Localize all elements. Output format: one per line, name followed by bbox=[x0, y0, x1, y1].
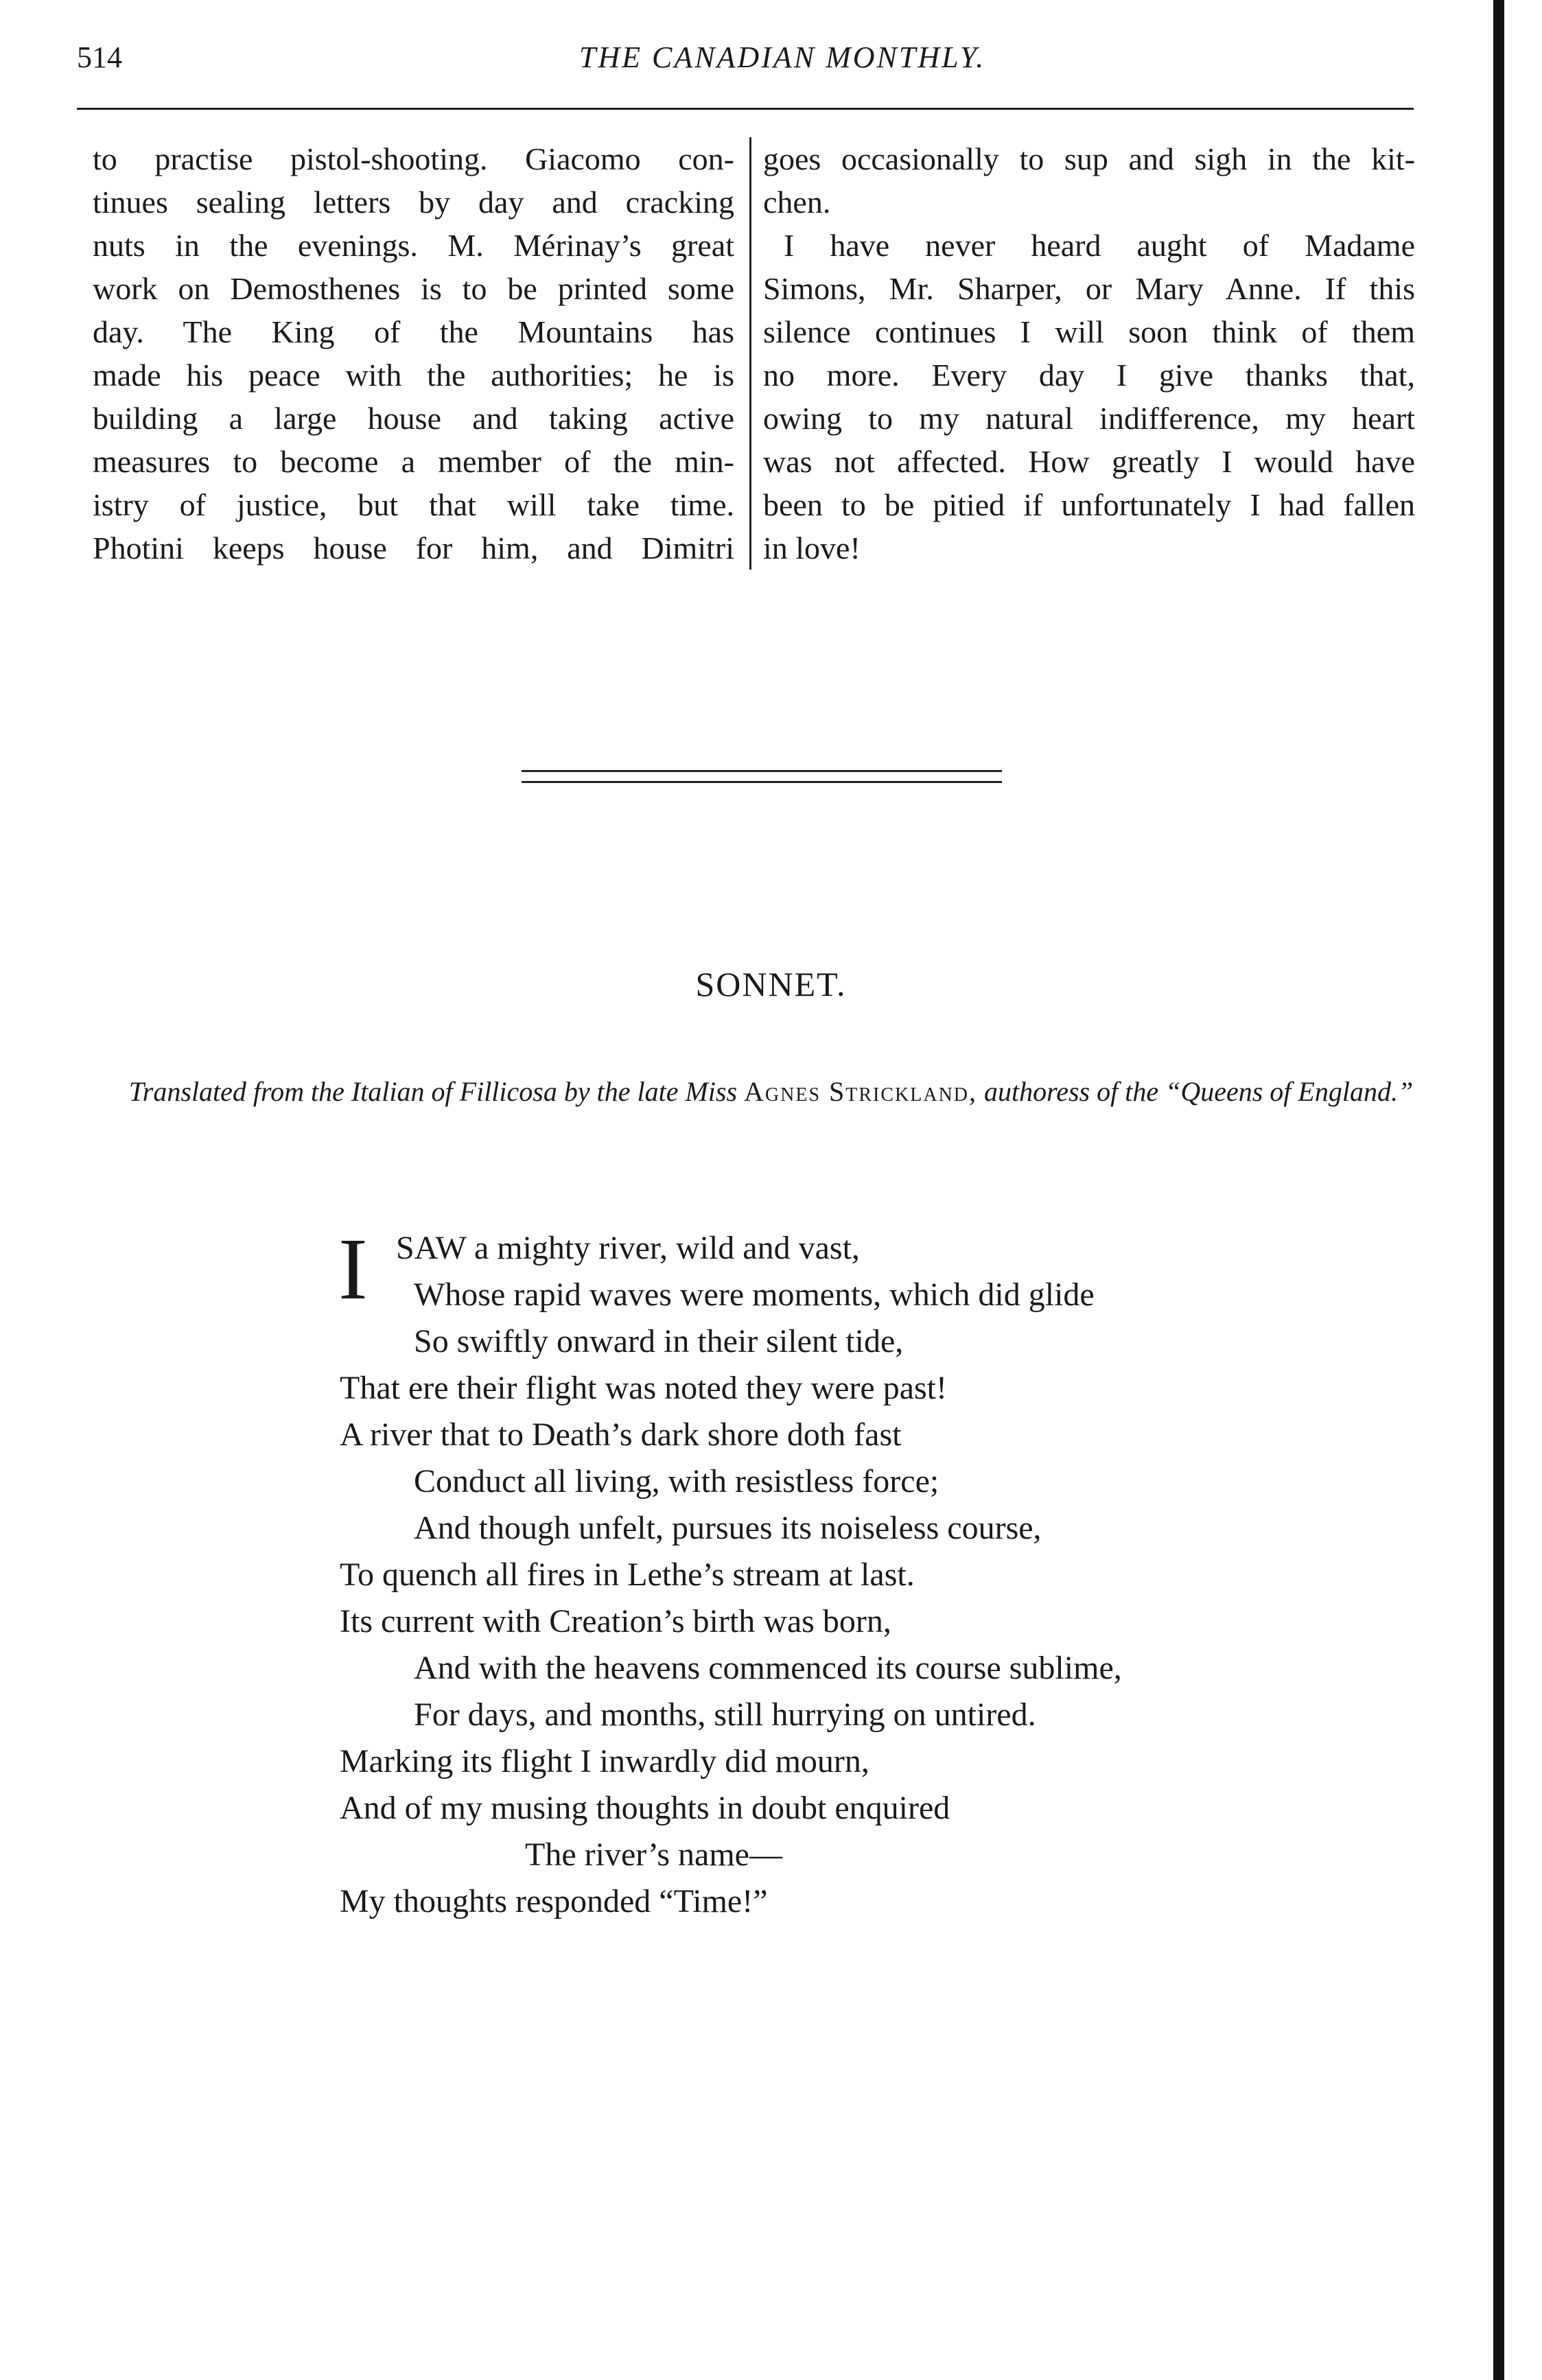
header-rule bbox=[77, 108, 1414, 110]
scan-edge-bar bbox=[1493, 0, 1504, 2380]
left-line-1: to practise pistol-shooting. Giacomo con- bbox=[93, 141, 734, 176]
left-line-2: tinues sealing letters by day and cracking bbox=[93, 185, 734, 220]
right-line-8: was not affected. How greatly I would have bbox=[763, 444, 1415, 479]
section-rule-top bbox=[522, 770, 1002, 772]
poem-line-13: And of my musing thoughts in doubt enquired bbox=[340, 1790, 950, 1826]
right-line-10: in love! bbox=[763, 530, 861, 565]
right-line-5: silence continues I will soon think of them bbox=[763, 314, 1415, 349]
right-line-9: been to be pitied if unfortunately I had fallen bbox=[763, 487, 1415, 522]
subtitle-translated-from: Translated from the Italian of Fillicosa by the late Miss bbox=[128, 1076, 738, 1107]
running-title: THE CANADIAN MONTHLY. bbox=[579, 40, 986, 74]
left-line-5: day. The King of the Mountains has bbox=[93, 314, 734, 349]
poem-line-15: My thoughts responded “Time!” bbox=[340, 1883, 768, 1920]
poem-remaining-lines bbox=[340, 1318, 1122, 1925]
poem-line-10: And with the heavens commenced its course sublime, bbox=[414, 1650, 1122, 1686]
poem-line-5: A river that to Death’s dark shore doth fast bbox=[340, 1416, 902, 1453]
poem-line-12: Marking its flight I inwardly did mourn, bbox=[340, 1743, 869, 1780]
poem-line-2: Whose rapid waves were moments, which did glide bbox=[414, 1276, 1095, 1313]
section-rule-bottom bbox=[522, 781, 1002, 783]
column-divider bbox=[749, 137, 751, 570]
poem-line-3: So swiftly onward in their silent tide, bbox=[414, 1323, 904, 1360]
right-line-1: goes occasionally to sup and sigh in the kit- bbox=[763, 141, 1415, 176]
poem-line-4: That ere their flight was noted they were past! bbox=[340, 1370, 947, 1406]
right-line-2: chen. bbox=[763, 185, 831, 220]
subtitle-authoress-of: authoress of the “Queens of England.” bbox=[984, 1076, 1414, 1107]
right-line-3: I have never heard aught of Madame bbox=[784, 228, 1415, 263]
right-line-6: no more. Every day I give thanks that, bbox=[763, 358, 1415, 393]
poem-line-7: And though unfelt, pursues its noiseless course, bbox=[414, 1510, 1042, 1546]
left-line-8: measures to become a member of the min- bbox=[93, 444, 734, 479]
left-line-6: made his peace with the authorities; he is bbox=[93, 358, 734, 393]
poem-line-1: SAW a mighty river, wild and vast, bbox=[396, 1230, 860, 1266]
subtitle-author: Agnes Strickland, bbox=[744, 1076, 978, 1107]
poem-line-14: The river’s name— bbox=[525, 1836, 782, 1873]
left-line-9: istry of justice, but that will take time. bbox=[93, 487, 734, 522]
poem-title: SONNET. bbox=[695, 965, 847, 1003]
page-number: 514 bbox=[77, 40, 122, 74]
left-line-10: Photini keeps house for him, and Dimitri bbox=[93, 530, 734, 565]
left-line-7: building a large house and taking active bbox=[93, 401, 734, 436]
right-line-7: owing to my natural indifference, my heart bbox=[763, 401, 1415, 436]
left-line-4: work on Demosthenes is to be printed some bbox=[93, 271, 734, 306]
right-line-4: Simons, Mr. Sharper, or Mary Anne. If this bbox=[763, 271, 1415, 306]
left-line-3: nuts in the evenings. M. Mérinay’s great bbox=[93, 228, 734, 263]
poem-line-11: For days, and months, still hurrying on untired. bbox=[414, 1696, 1036, 1733]
left-column bbox=[93, 137, 734, 570]
poem-subtitle bbox=[110, 1067, 1432, 1117]
poem-line-6: Conduct all living, with resistless force; bbox=[414, 1463, 939, 1500]
poem-line-8: To quench all fires in Lethe’s stream at last. bbox=[340, 1556, 915, 1593]
poem-body bbox=[338, 1220, 1122, 1925]
right-column bbox=[763, 137, 1415, 570]
drop-cap: I bbox=[338, 1220, 368, 1318]
poem-line-9: Its current with Creation’s birth was born, bbox=[340, 1603, 891, 1640]
